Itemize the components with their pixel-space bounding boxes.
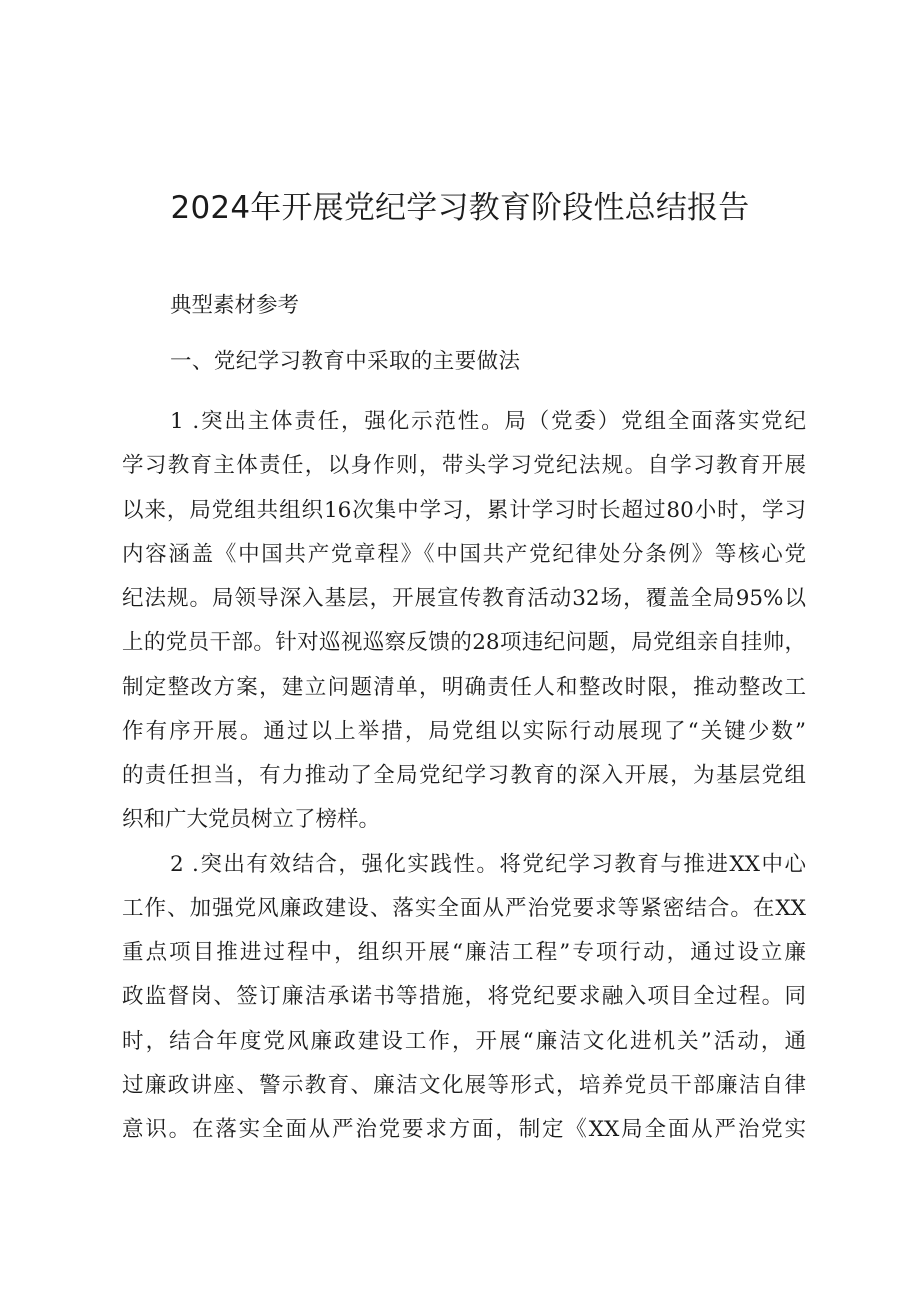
paragraph-line: 工作、加强党风廉政建设、落实全面从严治党要求等紧密结合。在XX <box>122 895 806 921</box>
document-title: 2024年开展党纪学习教育阶段性总结报告 <box>170 190 750 226</box>
paragraph-2 <box>122 843 806 1153</box>
paragraph-line: 纪法规。局领导深入基层，开展宣传教育活动32场，覆盖全局95%以 <box>122 586 806 611</box>
paragraph-line: 2 .突出有效结合，强化实践性。将党纪学习教育与推进XX中心 <box>170 851 806 877</box>
paragraph-line: 意识。在落实全面从严治党要求方面，制定《XX局全面从严治党实 <box>122 1117 806 1142</box>
paragraph-line: 时，结合年度党风廉政建设工作，开展“廉洁文化进机关”活动，通 <box>122 1028 806 1054</box>
paragraph-line: 织和广大党员树立了榜样。 <box>122 807 381 833</box>
paragraph-line: 上的党员干部。针对巡视巡察反馈的28项违纪问题，局党组亲自挂帅， <box>122 630 806 656</box>
paragraph-line: 的责任担当，有力推动了全局党纪学习教育的深入开展，为基层党组 <box>122 763 806 788</box>
paragraph-line: 重点项目推进过程中，组织开展“廉洁工程”专项行动，通过设立廉 <box>122 940 806 965</box>
paragraph-line: 制定整改方案，建立问题清单，明确责任人和整改时限，推动整改工 <box>122 674 806 700</box>
paragraph-line: 以来，局党组共组织16次集中学习，累计学习时长超过80小时，学习 <box>122 497 806 523</box>
paragraph-line: 过廉政讲座、警示教育、廉洁文化展等形式，培养党员干部廉洁自律 <box>122 1072 806 1098</box>
document-body <box>122 400 806 1152</box>
section-heading: 一、党纪学习教育中采取的主要做法 <box>170 349 521 374</box>
document-subtitle: 典型素材参考 <box>170 293 300 318</box>
paragraph-line: 作有序开展。通过以上举措，局党组以实际行动展现了“关键少数” <box>122 718 806 744</box>
paragraph-line: 政监督岗、签订廉洁承诺书等措施，将党纪要求融入项目全过程。同 <box>122 984 806 1010</box>
paragraph-1 <box>122 400 806 843</box>
paragraph-line: 学习教育主体责任，以身作则，带头学习党纪法规。自学习教育开展 <box>122 453 806 479</box>
paragraph-line: 内容涵盖《中国共产党章程》《中国共产党纪律处分条例》等核心党 <box>122 541 806 567</box>
paragraph-line: 1 .突出主体责任，强化示范性。局（党委）党组全面落实党纪 <box>170 409 806 434</box>
